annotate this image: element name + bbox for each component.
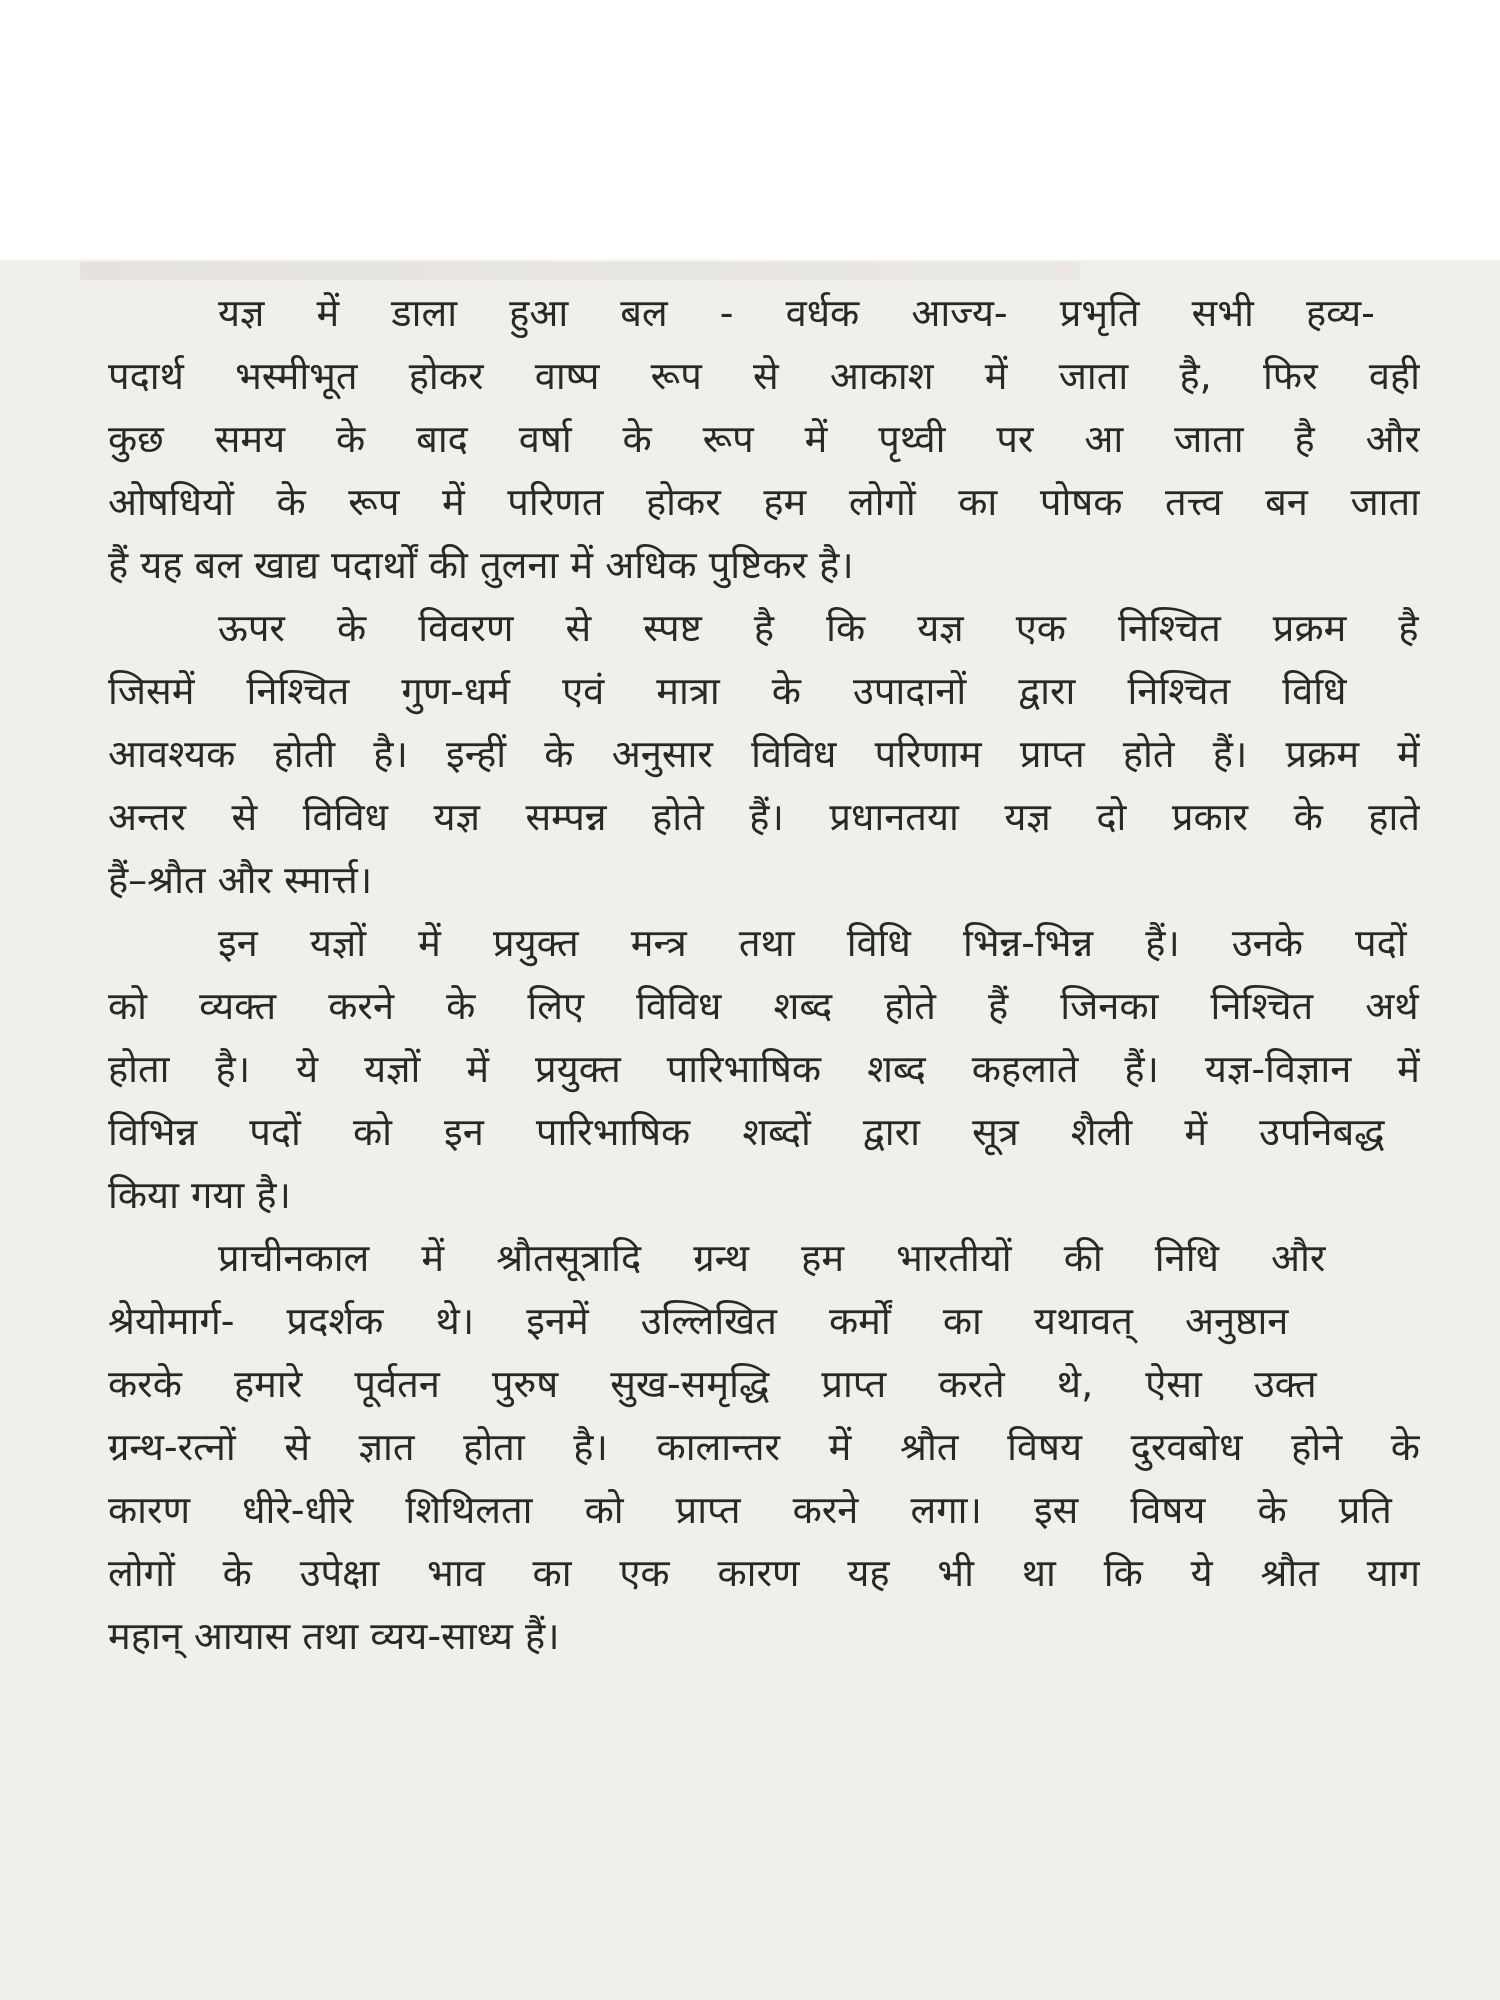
text-line: लोगों के उपेक्षा भाव का एक कारण यह भी था कि ये श्रौत याग <box>108 1551 1420 1595</box>
text-line: कुछ समय के बाद वर्षा के रूप में पृथ्वी पर आ जाता है और <box>108 417 1420 461</box>
text-line: हैं यह बल खाद्य पदार्थों की तुलना में अधिक पुष्टिकर है। <box>108 543 854 587</box>
bleed-through-text <box>80 262 1080 280</box>
text-line: ग्रन्थ-रत्नों से ज्ञात होता है। कालान्तर में श्रौत विषय दुरवबोध होने के <box>108 1425 1420 1469</box>
text-line: करके हमारे पूर्वतन पुरुष सुख-समृद्धि प्राप्त करते थे, ऐसा उक्त <box>108 1362 1317 1406</box>
paragraph-4-line-2 <box>108 1290 1420 1353</box>
text-line: होता है। ये यज्ञों में प्रयुक्त पारिभाषिक शब्द कहलाते हैं। यज्ञ-विज्ञान में <box>108 1047 1420 1091</box>
text-line: अन्तर से विविध यज्ञ सम्पन्न होते हैं। प्रधानतया यज्ञ दो प्रकार के हाते <box>108 795 1420 839</box>
paragraph-1-line-3 <box>108 408 1420 471</box>
paragraph-2-line-4 <box>108 786 1420 849</box>
text-line: पदार्थ भस्मीभूत होकर वाष्प रूप से आकाश में जाता है, फिर वही <box>108 354 1420 398</box>
text-line: किया गया है। <box>108 1173 291 1217</box>
text-line: श्रेयोमार्ग- प्रदर्शक थे। इनमें उल्लिखित कर्मों का यथावत् अनुष्ठान <box>108 1299 1289 1343</box>
text-line: यज्ञ में डाला हुआ बल - वर्धक आज्य- प्रभृति सभी हव्य- <box>218 291 1375 335</box>
paragraph-2-line-2 <box>108 660 1420 723</box>
paragraph-1-line-5 <box>108 534 1420 597</box>
paragraph-4-line-1 <box>108 1227 1420 1290</box>
paragraph-4-line-7 <box>108 1605 1420 1668</box>
text-line: विभिन्न पदों को इन पारिभाषिक शब्दों द्वारा सूत्र शैली में उपनिबद्ध <box>108 1110 1385 1154</box>
paragraph-3-line-2 <box>108 975 1420 1038</box>
paragraph-1-line-2 <box>108 345 1420 408</box>
text-line: महान् आयास तथा व्यय-साध्य हैं। <box>108 1614 560 1658</box>
text-line: कारण धीरे-धीरे शिथिलता को प्राप्त करने लगा। इस विषय के प्रति <box>108 1488 1392 1532</box>
text-line: ऊपर के विवरण से स्पष्ट है कि यज्ञ एक निश्चित प्रक्रम है <box>218 606 1419 650</box>
text-line: हैं–श्रौत और स्मार्त्त। <box>108 858 373 902</box>
paragraph-1-line-4 <box>108 471 1420 534</box>
paragraph-1-line-1 <box>108 282 1420 345</box>
paragraph-3-line-3 <box>108 1038 1420 1101</box>
text-line: ओषधियों के रूप में परिणत होकर हम लोगों का पोषक तत्त्व बन जाता <box>108 480 1420 524</box>
paragraph-3-line-1 <box>108 912 1420 975</box>
paragraph-2-line-5 <box>108 849 1420 912</box>
text-line: इन यज्ञों में प्रयुक्त मन्त्र तथा विधि भिन्न-भिन्न हैं। उनके पदों <box>218 921 1407 965</box>
body-text <box>108 282 1420 1668</box>
paragraph-4-line-5 <box>108 1479 1420 1542</box>
text-line: जिसमें निश्चित गुण-धर्म एवं मात्रा के उपादानों द्वारा निश्चित विधि <box>108 669 1347 713</box>
paragraph-3-line-5 <box>108 1164 1420 1227</box>
paragraph-2-line-1 <box>108 597 1420 660</box>
paragraph-4-line-6 <box>108 1542 1420 1605</box>
paragraph-3-line-4 <box>108 1101 1420 1164</box>
text-line: प्राचीनकाल में श्रौतसूत्रादि ग्रन्थ हम भारतीयों की निधि और <box>218 1236 1326 1280</box>
text-line: को व्यक्त करने के लिए विविध शब्द होते हैं जिनका निश्चित अर्थ <box>108 984 1419 1028</box>
paragraph-4-line-3 <box>108 1353 1420 1416</box>
paragraph-2-line-3 <box>108 723 1420 786</box>
paragraph-4-line-4 <box>108 1416 1420 1479</box>
text-line: आवश्यक होती है। इन्हीं के अनुसार विविध परिणाम प्राप्त होते हैं। प्रक्रम में <box>108 732 1420 776</box>
